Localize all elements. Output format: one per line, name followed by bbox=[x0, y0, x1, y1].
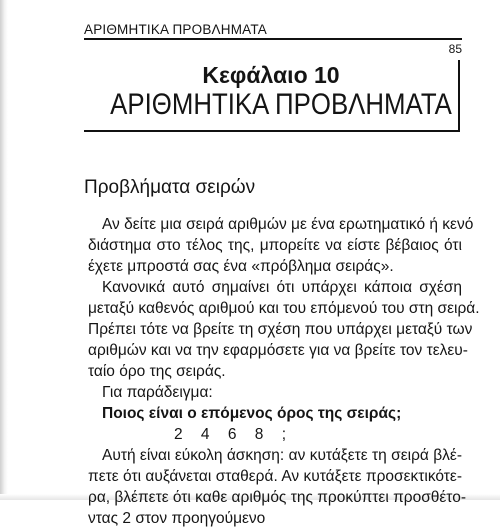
body-line: διάστημα στο τέλος της, μπορείτε να είστε βέβαιος ότι bbox=[88, 237, 462, 254]
body-line: Κανονικά αυτό σημαίνει ότι υπάρχει κάποια σχέση bbox=[102, 279, 462, 296]
running-header-title: ΑΡΙΘΜΗΤΙΚΑ ΠΡΟΒΛΗΜΑΤΑ bbox=[84, 22, 267, 37]
body-line: ντας 2 στον προηγούμενο bbox=[88, 510, 266, 527]
body-line: Για παράδειγμα: bbox=[102, 384, 213, 401]
chapter-title-box bbox=[84, 60, 460, 132]
body-line: ρα, βλέπετε ότι καθε αριθμός της προκύπτει προσθέτο- bbox=[88, 489, 466, 506]
body-line: αριθμών και να την εφαρμόσετε για να βρείτε τον τελευ- bbox=[88, 342, 468, 359]
body-line: Αν δείτε μια σειρά αριθμών με ένα ερωτηματικό ή κενό bbox=[102, 216, 474, 233]
body-line: μεταξύ καθενός αριθμού και του επόμενού του στη σειρά. bbox=[88, 300, 480, 317]
body-text bbox=[88, 214, 480, 529]
body-line: ταίο όρο της σειράς. bbox=[88, 363, 226, 380]
chapter-title: ΑΡΙΘΜΗΤΙΚΑ ΠΡΟΒΛΗΜΑΤΑ bbox=[110, 88, 452, 121]
body-line: έχετε μπροστά σας ένα «πρόβλημα σειράς». bbox=[88, 258, 394, 275]
body-line: Αυτή είναι εύκολη άσκηση: αν κυτάξετε τη σειρά βλέ- bbox=[102, 447, 462, 464]
body-line: πετε ότι αυξάνεται σταθερά. Αν κυτάξετε προσεκτικότε- bbox=[88, 468, 462, 485]
section-heading: Προβλήματα σειρών bbox=[84, 177, 256, 198]
running-header bbox=[84, 22, 462, 56]
page-number: 85 bbox=[448, 42, 462, 56]
number-sequence: 2 4 6 8 ; bbox=[174, 426, 287, 443]
chapter-number: Κεφάλαιο 10 bbox=[202, 62, 340, 88]
example-question: Ποιος είναι ο επόμενος όρος της σειράς; bbox=[102, 405, 402, 422]
page-edge-shadow bbox=[0, 0, 8, 500]
body-line: Πρέπει τότε να βρείτε τη σχέση που υπάρχει μεταξύ των bbox=[88, 321, 473, 338]
